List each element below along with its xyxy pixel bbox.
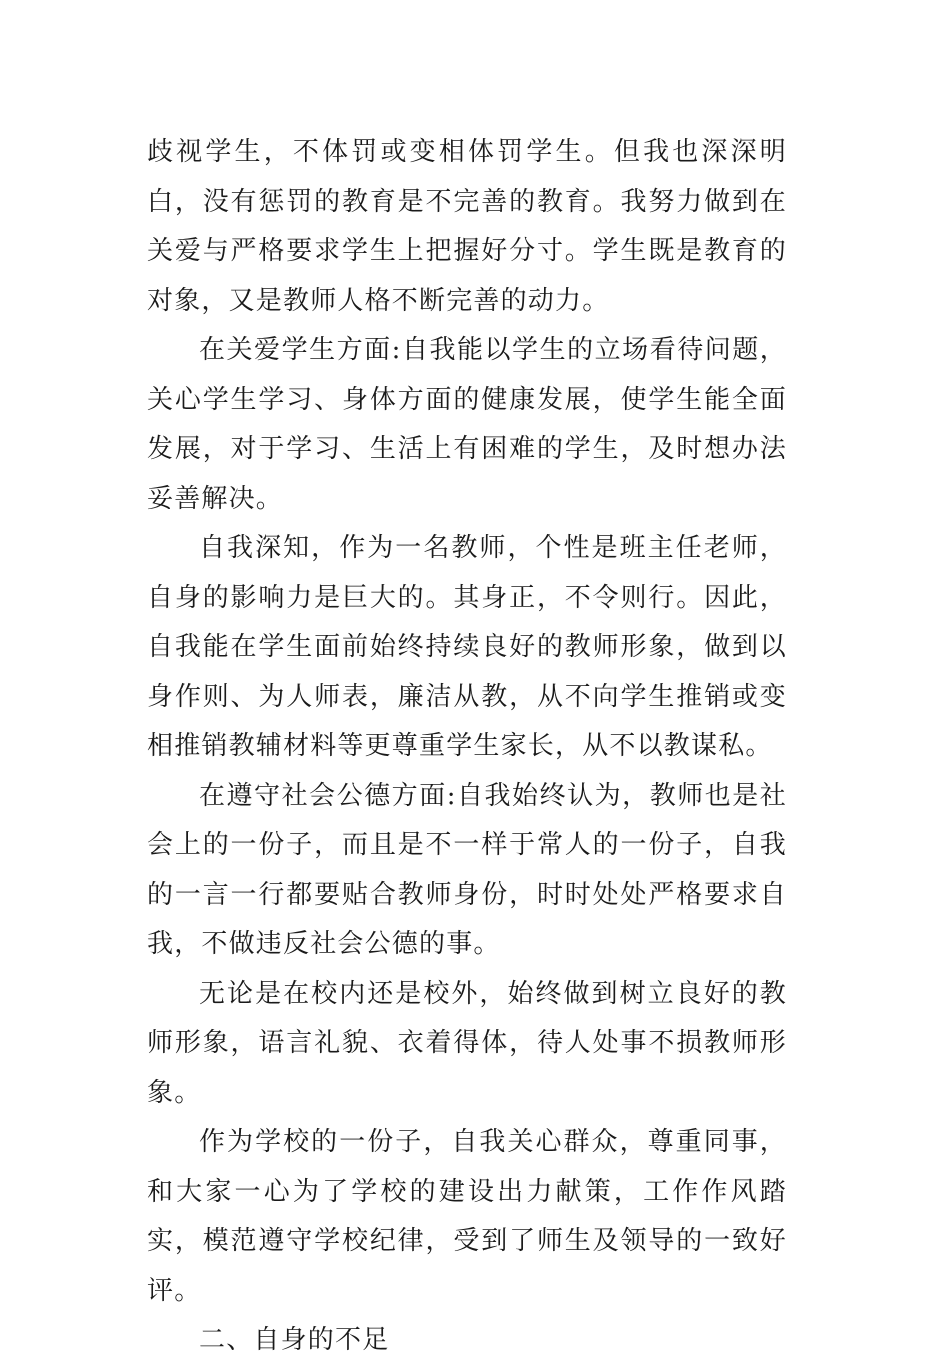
paragraph-1: 歧视学生，不体罚或变相体罚学生。但我也深深明白，没有惩罚的教育是不完善的教育。我努力做到在关爱与严格要求学生上把握好分寸。学生既是教育的对象，又是教师人格不断完善的动力。 [147, 137, 787, 316]
paragraph-6: 作为学校的一份子，自我关心群众，尊重同事，和大家一心为了学校的建设出力献策，工作作风踏实，模范遵守学校纪律，受到了师生及领导的一致好评。 [147, 1127, 787, 1306]
paragraph-3: 自我深知，作为一名教师，个性是班主任老师，自身的影响力是巨大的。其身正，不令则行。因此，自我能在学生面前始终持续良好的教师形象，做到以身作则、为人师表，廉洁从教，从不向学生推销或变相推销教辅材料等更尊重学生家长，从不以教谋私。 [147, 533, 787, 761]
paragraph-4: 在遵守社会公德方面:自我始终认为，教师也是社会上的一份子，而且是不一样于常人的一份子，自我的一言一行都要贴合教师身份，时时处处严格要求自我，不做违反社会公德的事。 [147, 780, 787, 959]
paragraph-2: 在关爱学生方面:自我能以学生的立场看待问题，关心学生学习、身体方面的健康发展，使学生能全面发展，对于学习、生活上有困难的学生，及时想办法妥善解决。 [147, 335, 787, 514]
document-body [147, 128, 787, 1366]
section-heading: 二、自身的不足 [199, 1325, 390, 1355]
paragraph-5: 无论是在校内还是校外，始终做到树立良好的教师形象，语言礼貌、衣着得体，待人处事不损教师形象。 [147, 978, 787, 1108]
